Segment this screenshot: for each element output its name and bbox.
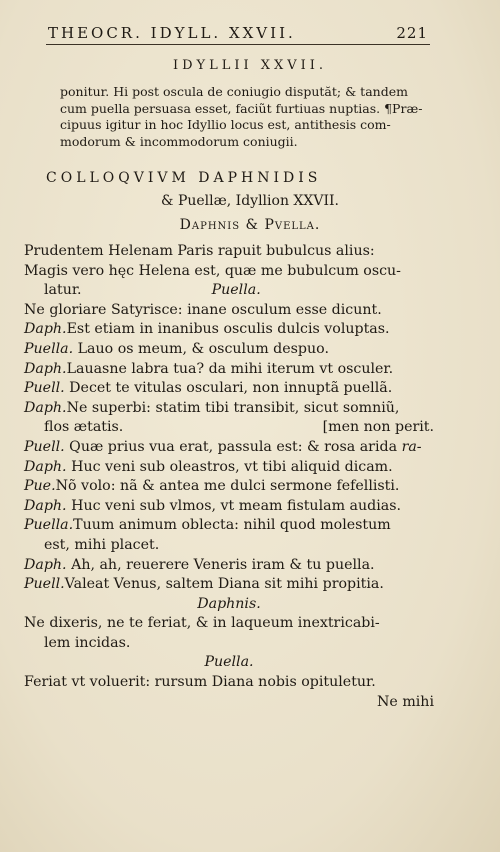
dialogue-line <box>24 516 434 536</box>
catchword-line <box>24 693 434 713</box>
line-text: Lauo os meum, & osculum despuo. <box>73 340 329 357</box>
line-text: Nõ volo: nã & antea me dulci sermone fefellisti. <box>55 478 400 495</box>
speaker-label: Daph. <box>24 399 67 416</box>
speaker-label: Daph. <box>24 497 67 514</box>
dialogue-line <box>24 340 434 360</box>
dialogue-line <box>24 242 434 262</box>
running-head-title: THEOCR. IDYLL. XXVII. <box>48 24 296 42</box>
line-tail: [men non perit. <box>322 419 434 436</box>
intro-paragraph <box>60 84 430 150</box>
speaker-label: Daph. <box>24 556 67 573</box>
dialogue-line <box>24 418 434 438</box>
speaker-label: Puell. <box>24 380 65 397</box>
speaker-heading: Puella. <box>211 282 261 299</box>
speaker-heading: Puella. <box>204 654 254 671</box>
colloquium-title: COLLOQVIVM DAPHNIDIS <box>46 170 322 186</box>
dialogue-line <box>24 536 434 556</box>
dialogue-line <box>24 595 434 615</box>
speaker-label: Puell. <box>24 438 65 455</box>
line-text: Magis vero hęc Helena est, quæ me bubulcum oscu- <box>24 262 401 279</box>
line-text: Tuum animum oblecta: nihil quod molestum <box>73 517 391 534</box>
line-text: Ne superbi: statim tibi transibit, sicut somniũ, <box>66 399 400 416</box>
dialogue-line <box>24 614 434 634</box>
dialogue-line <box>24 379 434 399</box>
line-text: Prudentem Helenam Paris rapuit bubulcus alius: <box>24 243 375 259</box>
section-title: IDYLLII XXVII. <box>172 58 328 73</box>
dialogue-line <box>24 281 434 301</box>
page-number: 221 <box>396 24 428 42</box>
speaker-label: Puella. <box>24 340 74 357</box>
dialogue-text <box>24 242 434 712</box>
header-rule <box>46 44 430 45</box>
speaker-label: Daph. <box>24 458 67 475</box>
speaker-label: Puella. <box>24 517 74 534</box>
dialogue-line <box>24 320 434 340</box>
line-text: Ah, ah, reuerere Veneris iram & tu puella. <box>66 556 375 573</box>
running-head <box>48 24 428 42</box>
line-text: Lauasne labra tua? da mihi iterum vt osculer. <box>66 360 394 377</box>
line-text: Decet te vitulas osculari, non innuptã puellã. <box>64 380 393 397</box>
dialogue-line <box>24 360 434 380</box>
dialogue-line <box>24 458 434 478</box>
dialogue-line <box>24 497 434 517</box>
line-text: Quæ prius vua erat, passula est: & rosa arida <box>64 438 402 455</box>
dialogue-line <box>24 477 434 497</box>
line-text: Ne dixeris, ne te feriat, & in laqueum inextricabi- <box>24 615 380 632</box>
line-turnover: ra- <box>401 438 422 455</box>
line-text: flos ætatis. <box>44 419 124 436</box>
persons-label: Daphnis & Pvella. <box>179 217 321 233</box>
line-text: est, mihi placet. <box>44 536 160 553</box>
idyll-subtitle: & Puellæ, Idyllion XXVII. <box>161 193 339 209</box>
dialogue-line <box>24 399 434 419</box>
line-text: Valeat Venus, saltem Diana sit mihi propitia. <box>64 576 384 593</box>
dialogue-line <box>24 575 434 595</box>
intro-line: ponitur. Hi post oscula de coniugio disputăt; & tandem <box>60 84 408 99</box>
intro-line: modorum & incommodorum coniugii. <box>60 133 298 149</box>
speaker-label: Daph. <box>24 360 67 377</box>
line-text: Huc veni sub oleastros, vt tibi aliquid dicam. <box>66 458 393 475</box>
dialogue-line <box>24 262 434 282</box>
line-text: latur. <box>44 282 82 299</box>
catchword: Ne mihi <box>377 693 434 710</box>
line-text: Est etiam in inanibus osculis dulcis voluptas. <box>66 321 390 338</box>
intro-line: cum puella persuasa esset, faciũt furtiuas nuptias. ¶Præ- <box>60 100 423 116</box>
line-text: lem incidas. <box>44 634 131 651</box>
dialogue-line <box>24 634 434 654</box>
line-text: Ne gloriare Satyrisce: inane osculum esse dicunt. <box>24 301 382 318</box>
line-text: Feriat vt voluerit: rursum Diana nobis opituletur. <box>24 674 376 691</box>
speaker-heading: Daphnis. <box>197 595 261 612</box>
speaker-label: Puell. <box>24 576 65 593</box>
intro-line: cipuus igitur in hoc Idyllio locus est, antithesis com- <box>60 117 391 132</box>
persons-heading <box>0 217 500 233</box>
dialogue-line <box>24 301 434 321</box>
dialogue-line <box>24 556 434 576</box>
speaker-label: Daph. <box>24 321 67 338</box>
dialogue-line <box>24 438 434 458</box>
line-text: Huc veni sub vlmos, vt meam fistulam audias. <box>66 497 401 514</box>
dialogue-line <box>24 653 434 673</box>
dialogue-line <box>24 673 434 693</box>
speaker-label: Pue. <box>24 478 56 495</box>
